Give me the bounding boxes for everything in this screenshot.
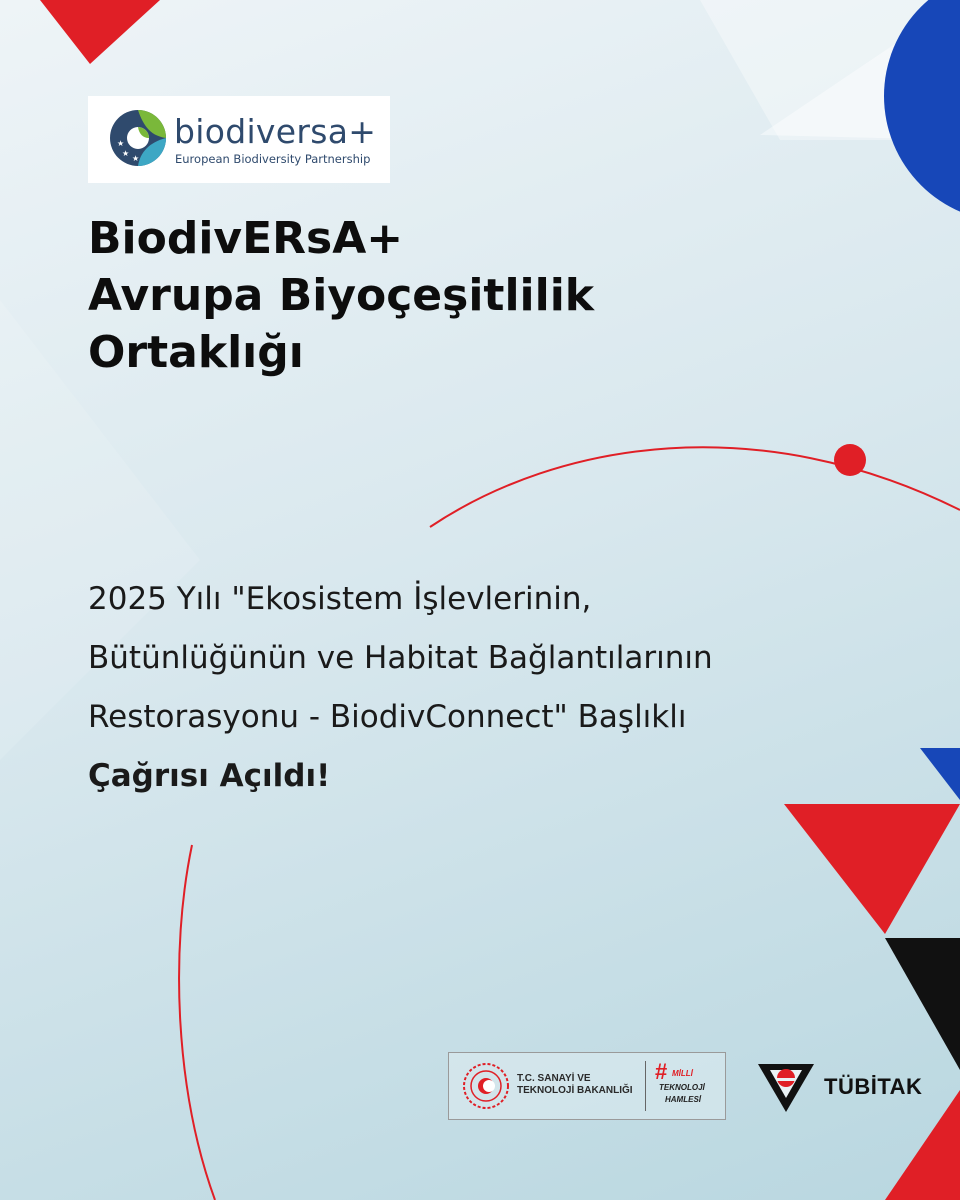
tubitak-logo — [758, 1058, 923, 1116]
biodiversa-logo — [88, 96, 390, 183]
tubitak-emblem-icon — [758, 1060, 814, 1114]
ministry-name-line-1: T.C. SANAYİ VE — [517, 1073, 591, 1084]
movement-line-1: MİLLİ — [672, 1069, 693, 1078]
logo-wordmark: biodiversa+ — [174, 112, 377, 151]
ministry-logo-block — [448, 1052, 726, 1120]
call-opened-label: Çağrısı Açıldı! — [88, 758, 331, 794]
call-line-1: 2025 Yılı "Ekosistem İşlevlerinin, — [88, 581, 592, 617]
title-line-3: Ortaklığı — [88, 327, 304, 378]
logo-divider — [645, 1061, 646, 1111]
black-triangle-bottom — [885, 938, 960, 1070]
red-arc-upper — [430, 447, 960, 527]
red-arc-lower — [179, 845, 215, 1200]
ministry-name-line-2: TEKNOLOJİ BAKANLIĞI — [517, 1085, 633, 1096]
movement-line-2: TEKNOLOJİ — [659, 1083, 705, 1092]
svg-text:★: ★ — [132, 154, 140, 163]
logo-tagline: European Biodiversity Partnership — [175, 152, 371, 166]
red-triangle-bottom — [784, 804, 960, 934]
svg-text:★: ★ — [122, 149, 130, 158]
call-announcement — [88, 570, 713, 806]
ministry-seal-icon — [461, 1061, 511, 1111]
red-triangle-top — [40, 0, 160, 64]
svg-text:★: ★ — [117, 139, 125, 148]
page-title — [88, 210, 594, 381]
ministry-name — [517, 1073, 633, 1097]
hashtag-icon: # — [655, 1059, 668, 1084]
blue-triangle-bottom — [920, 748, 960, 800]
call-line-2: Bütünlüğünün ve Habitat Bağlantılarının — [88, 640, 713, 676]
tubitak-wordmark: TÜBİTAK — [824, 1074, 923, 1099]
title-line-1: BiodivERsA+ — [88, 213, 404, 264]
movement-line-3: HAMLESİ — [665, 1095, 701, 1104]
title-line-2: Avrupa Biyoçeşitlilik — [88, 270, 595, 321]
biodiversa-emblem-icon — [108, 108, 168, 168]
call-line-3: Restorasyonu - BiodivConnect" Başlıklı — [88, 699, 687, 735]
red-dot — [834, 444, 866, 476]
